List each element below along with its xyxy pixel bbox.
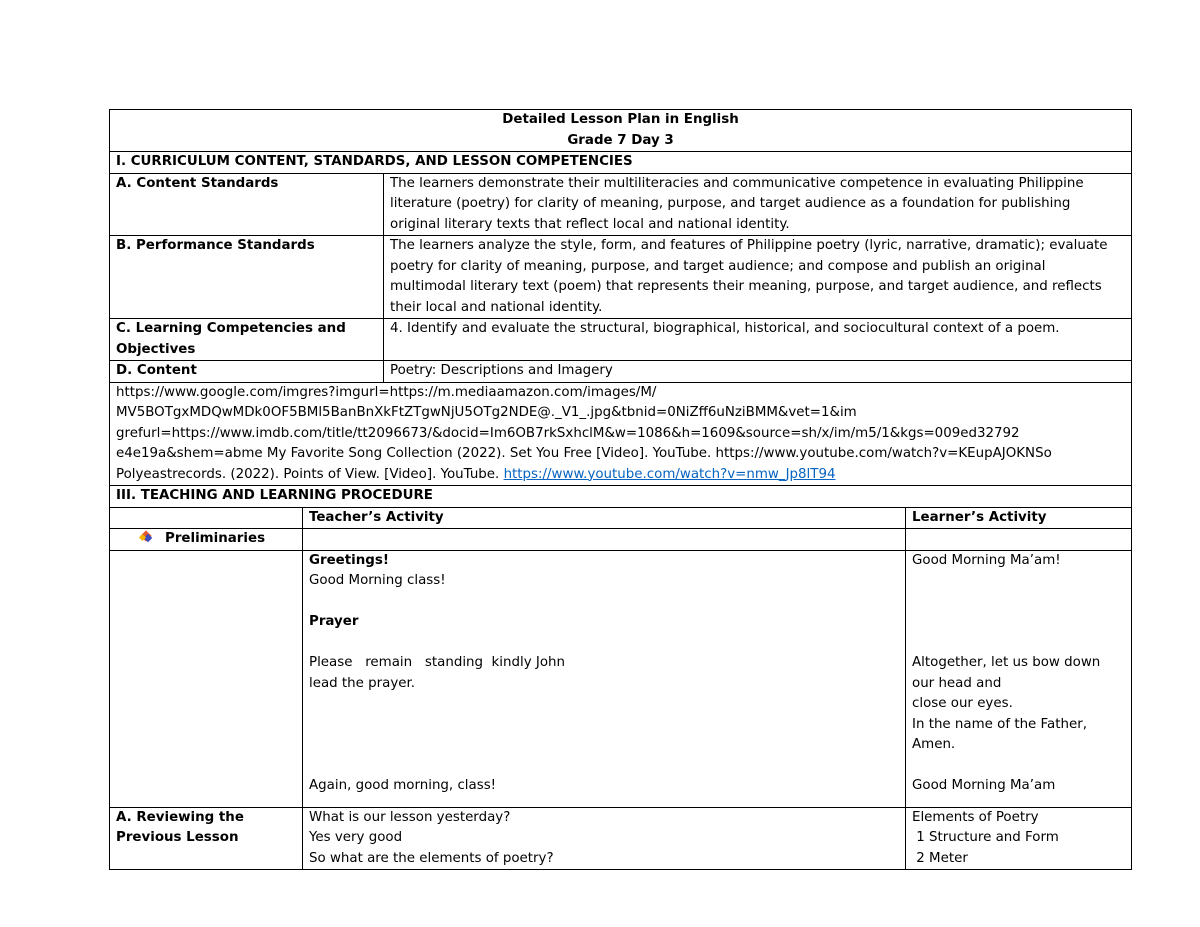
- teacher-review-line: So what are the elements of poetry?: [309, 850, 554, 866]
- competencies-row: [110, 319, 1132, 361]
- learner-prayer-line: Altogether, let us bow down: [912, 655, 1101, 670]
- learner-greetings-cell: [906, 550, 1132, 807]
- preliminaries-row: [110, 529, 1132, 551]
- empty-cell: [110, 507, 303, 529]
- prayer-heading: Prayer: [309, 614, 359, 629]
- performance-standards-text: [384, 236, 1132, 319]
- content-standards-row: [110, 173, 1132, 236]
- reference-line: e4e19a&shem=abme My Favorite Song Collection (2022). Set You Free [Video]. YouTube. https://www.youtube.com/watch?v=KEupAJOKNSo: [116, 446, 1052, 461]
- text-line: original literary texts that reflect local and national identity.: [390, 216, 790, 232]
- empty-cell: [110, 550, 303, 807]
- reference-text: Polyeastrecords. (2022). Points of View. [Video]. YouTube.: [116, 466, 504, 482]
- text-line: poetry for clarity of meaning, purpose, and target audience; and compose and publish an original: [390, 258, 1046, 274]
- text-line: The learners analyze the style, form, and features of Philippine poetry (lyric, narrative, dramatic); evaluate: [390, 238, 1108, 253]
- performance-standards-row: [110, 236, 1132, 319]
- document-title: Detailed Lesson Plan in English: [502, 112, 739, 127]
- learner-review-line: 2 Meter: [912, 850, 968, 866]
- learner-prayer-line: close our eyes.: [912, 696, 1013, 711]
- learner-activity-header: Learner’s Activity: [906, 507, 1132, 529]
- content-label: D. Content: [110, 361, 384, 383]
- section-heading-row: [110, 486, 1132, 508]
- content-standards-label: A. Content Standards: [110, 173, 384, 236]
- learner-prayer-line: Amen.: [912, 737, 956, 752]
- title-cell: [110, 110, 1132, 152]
- section-1-heading: I. CURRICULUM CONTENT, STANDARDS, AND LESSON COMPETENCIES: [110, 152, 1132, 174]
- competencies-label: C. Learning Competencies and Objectives: [110, 319, 384, 361]
- performance-standards-label: B. Performance Standards: [110, 236, 384, 319]
- learner-review-line: Elements of Poetry: [912, 809, 1039, 825]
- content-text: Poetry: Descriptions and Imagery: [384, 361, 1132, 383]
- text-line: their local and national identity.: [390, 299, 603, 315]
- bullet-diamond-icon: [139, 530, 155, 544]
- preliminaries-label-cell: [110, 529, 303, 551]
- review-label: Previous Lesson: [116, 830, 239, 845]
- learner-review-cell: [906, 807, 1132, 870]
- text-line: multimodal literary text (poem) that represents their meaning, purpose, and target audience, and reflects: [390, 279, 1102, 294]
- empty-cell: [303, 529, 906, 551]
- teacher-greetings-cell: [303, 550, 906, 807]
- activity-header-row: [110, 507, 1132, 529]
- youtube-link[interactable]: https://www.youtube.com/watch?v=nmw_Jp8lT94: [503, 466, 836, 482]
- teacher-review-cell: [303, 807, 906, 870]
- content-standards-text: [384, 173, 1132, 236]
- learner-again-greeting: Good Morning Ma’am: [912, 778, 1056, 793]
- reference-line: https://www.google.com/imgres?imgurl=https://m.mediaamazon.com/images/M/: [116, 384, 657, 400]
- title-row: [110, 110, 1132, 152]
- references-cell: [110, 382, 1132, 486]
- text-line: The learners demonstrate their multiliteracies and communicative competence in evaluating Philippine: [390, 175, 1084, 191]
- teacher-prayer-line: lead the prayer.: [309, 675, 416, 691]
- reference-line: grefurl=https://www.imdb.com/title/tt2096673/&docid=Im6OB7rkSxhclM&w=1086&h=1609&source=sh/x/im/m5/1&kgs=009ed32792: [116, 425, 1020, 441]
- teacher-again-greeting: Again, good morning, class!: [309, 778, 497, 793]
- teacher-review-line: Yes very good: [309, 830, 403, 845]
- greetings-heading: Greetings!: [309, 552, 389, 568]
- text-line: literature (poetry) for clarity of meaning, purpose, and target audience as a foundation for publishing: [390, 196, 1071, 211]
- review-row: [110, 807, 1132, 870]
- greetings-row: [110, 550, 1132, 807]
- learner-prayer-line: our head and: [912, 675, 1002, 691]
- learner-prayer-line: In the name of the Father,: [912, 716, 1087, 732]
- teacher-prayer-line: Please remain standing kindly John: [309, 655, 566, 670]
- teacher-greeting: Good Morning class!: [309, 573, 446, 588]
- section-3-heading: III. TEACHING AND LEARNING PROCEDURE: [110, 486, 1132, 508]
- empty-cell: [906, 529, 1132, 551]
- review-label-cell: [110, 807, 303, 870]
- lesson-plan-table: [109, 109, 1132, 870]
- learner-review-line: 1 Structure and Form: [912, 830, 1059, 845]
- reference-line: [116, 465, 1125, 486]
- learner-greeting: Good Morning Ma’am!: [912, 552, 1061, 568]
- teacher-activity-header: Teacher’s Activity: [303, 507, 906, 529]
- preliminaries-label: Preliminaries: [165, 531, 266, 546]
- teacher-review-line: What is our lesson yesterday?: [309, 809, 511, 825]
- lesson-plan-page: [109, 109, 1131, 870]
- competencies-text: 4. Identify and evaluate the structural, biographical, historical, and sociocultural context of a poem.: [384, 319, 1132, 361]
- reference-line: MV5BOTgxMDQwMDk0OF5BMl5BanBnXkFtZTgwNjU5OTg2NDE@._V1_.jpg&tbnid=0NiZff6uNziBMM&vet=1&im: [116, 405, 857, 420]
- section-heading-row: [110, 152, 1132, 174]
- review-label: A. Reviewing the: [116, 809, 244, 825]
- document-subtitle: Grade 7 Day 3: [567, 132, 674, 148]
- content-row: [110, 361, 1132, 383]
- references-row: [110, 382, 1132, 486]
